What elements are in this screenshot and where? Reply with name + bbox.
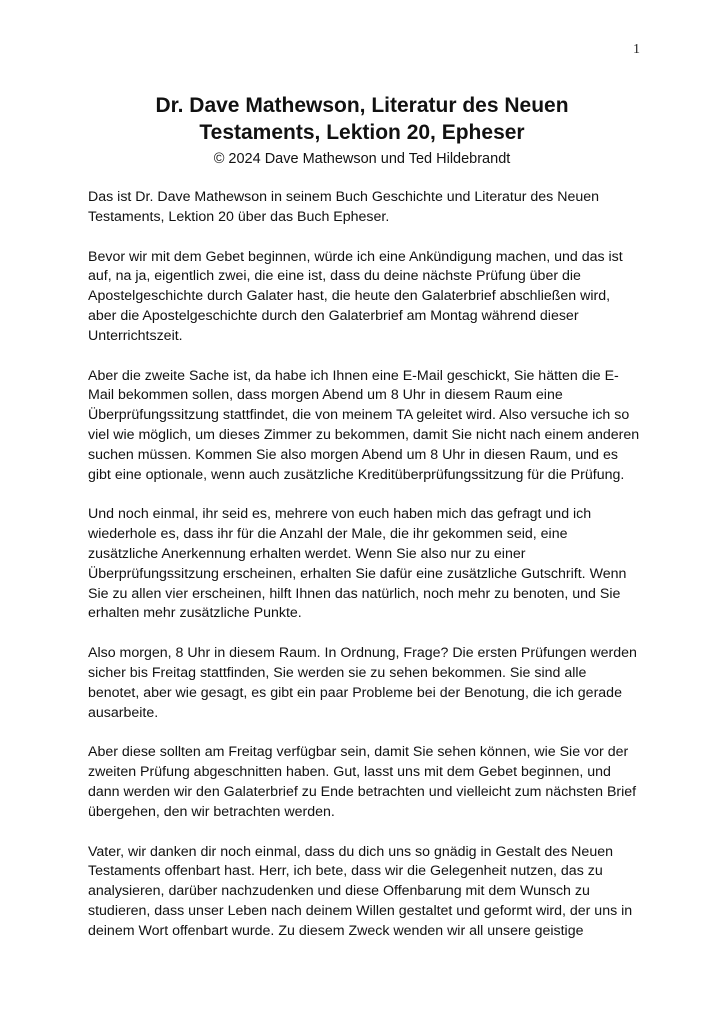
title-line-1: Dr. Dave Mathewson, Literatur des Neuen bbox=[155, 94, 569, 117]
title-block bbox=[88, 92, 636, 170]
paragraph-extra-credit: Und noch einmal, ihr seid es, mehrere von euch haben mich das gefragt und ich wiederhole es, dass ihr für die Anzahl der Male, die ihr gekommen seid, eine zusätzliche Anerkennung erhalten werdet. Wenn Sie also nur zu einer Überprüfungssitzung erscheinen, erhalten Sie dafür eine zusätzliche Gutschrift. Wenn Sie zu allen vier erscheinen, hilft Ihnen das natürlich, noch mehr zu benoten, und Sie erhalten mehr zusätzliche Punkte. bbox=[88, 506, 627, 622]
document-title bbox=[88, 92, 636, 146]
paragraph-announcement: Bevor wir mit dem Gebet beginnen, würde ich eine Ankündigung machen, und das ist auf, na ja, eigentlich zwei, die eine ist, dass du deine nächste Prüfung über die Apostelgeschichte durch Galater hast, die heute den Galaterbrief abschließen wird, aber die Apostelgeschichte durch den Galaterbrief am Montag während dieser Unterrichtszeit. bbox=[88, 248, 623, 344]
paragraph-prayer: Vater, wir danken dir noch einmal, dass du dich uns so gnädig in Gestalt des Neuen Testaments offenbart hast. Herr, ich bete, dass wir die Gelegenheit nutzen, das zu analysieren, darüber nachzudenken und diese Offenbarung mit dem Wunsch zu studieren, dass unser Leben nach deinem Willen gestaltet und geformt wird, der uns in deinem Wort offenbart wurde. Zu diesem Zweck wenden wir all unsere geistige bbox=[88, 843, 633, 939]
paragraph-prayer-intro: Aber diese sollten am Freitag verfügbar sein, damit Sie sehen können, wie Sie vor der zweiten Prüfung abgeschnitten haben. Gut, lasst uns mit dem Gebet beginnen, und dann werden wir den Galaterbrief zu Ende betrachten und vielleicht zum nächsten Brief übergehen, den wir betrachten werden. bbox=[88, 744, 637, 820]
title-line-2: Testaments, Lektion 20, Epheser bbox=[199, 121, 525, 144]
copyright-line: © 2024 Dave Mathewson und Ted Hildebrandt bbox=[213, 151, 511, 167]
paragraph-intro: Das ist Dr. Dave Mathewson in seinem Buch Geschichte und Literatur des Neuen Testaments, Lektion 20 über das Buch Epheser. bbox=[88, 189, 600, 225]
page-number: 1 bbox=[633, 42, 640, 57]
document-body bbox=[88, 188, 640, 962]
paragraph-exams: Also morgen, 8 Uhr in diesem Raum. In Ordnung, Frage? Die ersten Prüfungen werden sicher bis Freitag stattfinden, Sie werden sie zu sehen bekommen. Sie sind alle benotet, aber wie gesagt, es gibt ein paar Probleme bei der Benotung, die ich gerade ausarbeite. bbox=[88, 645, 637, 721]
paragraph-review-session: Aber die zweite Sache ist, da habe ich Ihnen eine E-Mail geschickt, Sie hätten die E-Mail bekommen sollen, dass morgen Abend um 8 Uhr in diesem Raum eine Überprüfungssitzung stattfindet, die von meinem TA geleitet wird. Also versuche ich so viel wie möglich, um dieses Zimmer zu bekommen, damit Sie nicht nach einem anderen suchen müssen. Kommen Sie also morgen Abend um 8 Uhr in diesen Raum, und es gibt eine optionale, wenn auch zusätzliche Kreditüberprüfungssitzung für die Prüfung. bbox=[88, 367, 640, 483]
